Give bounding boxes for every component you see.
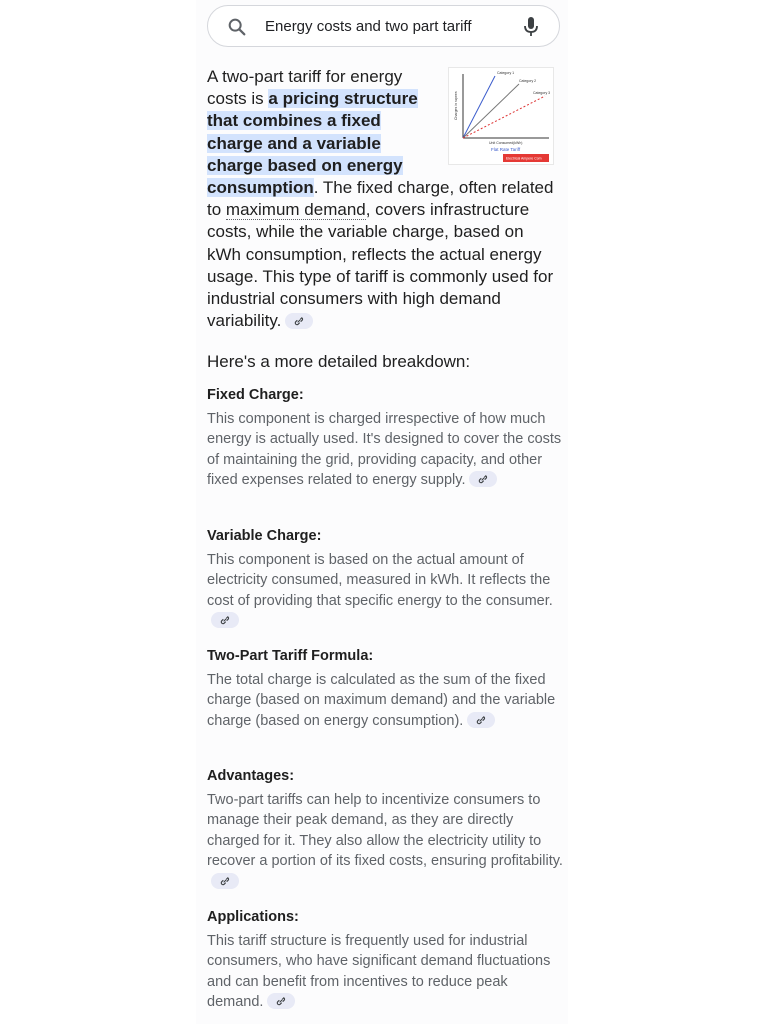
breakdown-heading: Here's a more detailed breakdown: (207, 352, 471, 371)
section-advantages (207, 766, 563, 892)
section-title: Two-Part Tariff Formula: (207, 648, 374, 664)
link-icon[interactable] (467, 712, 495, 728)
section-variable-charge (207, 526, 563, 632)
section-body: This component is charged irrespective of how much energy is actually used. It's designed to cover the costs of maintaining the grid, providing capacity, and other fixed expenses related to energy supply. (207, 411, 562, 489)
intro-text-2: . The fixed charge, often related to (207, 178, 554, 220)
thumb-xlabel: Unit Consumed(kWh) (489, 141, 523, 145)
link-icon[interactable] (211, 873, 239, 889)
search-query[interactable]: Energy costs and two part tariff (265, 18, 472, 35)
search-icon[interactable] (226, 16, 248, 38)
microphone-icon[interactable] (523, 16, 539, 38)
thumb-label-3: Category 3 (533, 91, 551, 95)
section-title: Applications: (207, 909, 299, 925)
thumb-watermark: Electrical Ampere Com (506, 156, 542, 161)
section-body: Two-part tariffs can help to incentivize consumers to manage their peak demand, as they are directly charged for it. They also allow the electricity utility to recover a portion of its fixed costs, ensuring profitability. (207, 792, 563, 870)
link-icon[interactable] (469, 471, 497, 487)
section-title: Fixed Charge: (207, 387, 304, 403)
link-icon[interactable] (285, 313, 313, 329)
thumb-title: Flat Rate Tariff (491, 147, 521, 152)
section-body: This tariff structure is frequently used for industrial consumers, who have significant demand fluctuations and can benefit from incentives to reduce peak demand. (207, 933, 551, 1011)
section-applications (207, 907, 563, 1013)
maximum-demand-link[interactable]: maximum demand (225, 200, 366, 220)
ai-overview-intro (207, 66, 562, 332)
intro-text-1: A two-part tariff for energy costs is (207, 67, 403, 109)
section-two-part-formula (207, 646, 563, 731)
thumb-label-2: Category 2 (519, 79, 537, 83)
intro-highlight: a pricing structure that combines a fixed charge and a variable charge based on energy consumption (207, 89, 418, 198)
search-bar[interactable] (207, 5, 560, 47)
thumb-ylabel: Charges in rupees (454, 91, 458, 120)
section-fixed-charge (207, 385, 563, 491)
section-body: This component is based on the actual amount of electricity consumed, measured in kWh. It reflects the cost of providing that specific energy to the consumer. (207, 552, 553, 609)
tariff-chart-thumbnail[interactable] (448, 67, 554, 165)
section-title: Advantages: (207, 768, 295, 784)
section-body: The total charge is calculated as the sum of the fixed charge (based on maximum demand) and the variable charge (based on energy consumption). (207, 672, 556, 729)
thumb-label-1: Category 1 (497, 71, 515, 75)
section-title: Variable Charge: (207, 528, 322, 544)
link-icon[interactable] (211, 612, 239, 628)
link-icon[interactable] (267, 993, 295, 1009)
intro-text-3: , covers infrastructure costs, while the variable charge, based on kWh consumption, reflects the actual energy usage. This type of tariff is commonly used for industrial consumers with high demand variability. (207, 200, 554, 331)
